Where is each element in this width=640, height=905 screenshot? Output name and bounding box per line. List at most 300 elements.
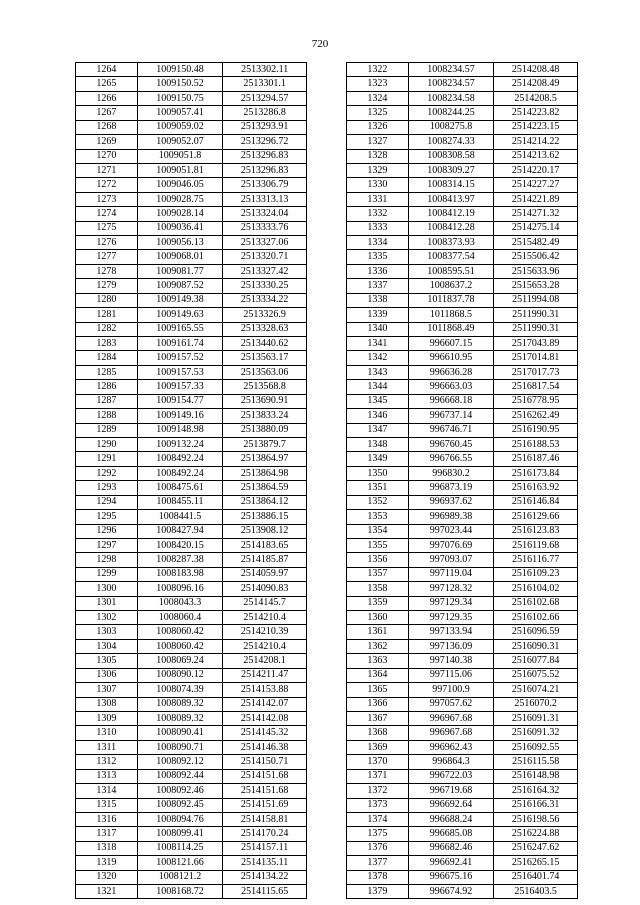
y-coordinate-cell: 2511994.08 bbox=[494, 293, 578, 307]
x-coordinate-cell: 1009150.48 bbox=[137, 63, 223, 77]
point-number-cell: 1304 bbox=[76, 639, 138, 653]
x-coordinate-cell: 996636.28 bbox=[408, 365, 494, 379]
point-number-cell: 1358 bbox=[347, 582, 409, 596]
table-row bbox=[347, 596, 578, 610]
x-coordinate-cell: 997128.32 bbox=[408, 582, 494, 596]
point-number-cell: 1345 bbox=[347, 394, 409, 408]
y-coordinate-cell: 2514153.88 bbox=[223, 683, 307, 697]
y-coordinate-cell: 2514151.68 bbox=[223, 769, 307, 783]
point-number-cell: 1334 bbox=[347, 236, 409, 250]
x-coordinate-cell: 1008637.2 bbox=[408, 279, 494, 293]
point-number-cell: 1301 bbox=[76, 596, 138, 610]
x-coordinate-cell: 1009051.8 bbox=[137, 149, 223, 163]
point-number-cell: 1331 bbox=[347, 192, 409, 206]
y-coordinate-cell: 2515506.42 bbox=[494, 250, 578, 264]
y-coordinate-cell: 2516102.68 bbox=[494, 596, 578, 610]
y-coordinate-cell: 2514150.71 bbox=[223, 755, 307, 769]
y-coordinate-cell: 2514170.24 bbox=[223, 827, 307, 841]
x-coordinate-cell: 1008420.15 bbox=[137, 538, 223, 552]
point-number-cell: 1323 bbox=[347, 77, 409, 91]
x-coordinate-cell: 997129.35 bbox=[408, 611, 494, 625]
x-coordinate-cell: 1008092.44 bbox=[137, 769, 223, 783]
table-row bbox=[347, 625, 578, 639]
table-row bbox=[347, 697, 578, 711]
y-coordinate-cell: 2513879.7 bbox=[223, 437, 307, 451]
y-coordinate-cell: 2516090.31 bbox=[494, 639, 578, 653]
y-coordinate-cell: 2516262.49 bbox=[494, 409, 578, 423]
table-row bbox=[347, 654, 578, 668]
x-coordinate-cell: 1008121.2 bbox=[137, 870, 223, 884]
x-coordinate-cell: 996692.64 bbox=[408, 798, 494, 812]
y-coordinate-cell: 2516115.58 bbox=[494, 755, 578, 769]
table-row bbox=[347, 726, 578, 740]
x-coordinate-cell: 1008092.45 bbox=[137, 798, 223, 812]
x-coordinate-cell: 996674.92 bbox=[408, 885, 494, 899]
y-coordinate-cell: 2514208.1 bbox=[223, 654, 307, 668]
point-number-cell: 1374 bbox=[347, 812, 409, 826]
table-row bbox=[76, 77, 307, 91]
y-coordinate-cell: 2513880.09 bbox=[223, 423, 307, 437]
point-number-cell: 1344 bbox=[347, 380, 409, 394]
table-row bbox=[76, 755, 307, 769]
y-coordinate-cell: 2517017.73 bbox=[494, 365, 578, 379]
table-row bbox=[76, 740, 307, 754]
x-coordinate-cell: 1008287.38 bbox=[137, 553, 223, 567]
y-coordinate-cell: 2514211.47 bbox=[223, 668, 307, 682]
x-coordinate-cell: 1009154.77 bbox=[137, 394, 223, 408]
x-coordinate-cell: 996682.46 bbox=[408, 841, 494, 855]
x-coordinate-cell: 1011837.78 bbox=[408, 293, 494, 307]
table-row bbox=[76, 380, 307, 394]
point-number-cell: 1281 bbox=[76, 308, 138, 322]
point-number-cell: 1316 bbox=[76, 812, 138, 826]
point-number-cell: 1343 bbox=[347, 365, 409, 379]
table-row bbox=[347, 365, 578, 379]
y-coordinate-cell: 2513327.42 bbox=[223, 264, 307, 278]
point-number-cell: 1319 bbox=[76, 856, 138, 870]
coordinates-table-right bbox=[346, 62, 578, 899]
y-coordinate-cell: 2516778.95 bbox=[494, 394, 578, 408]
y-coordinate-cell: 2513330.25 bbox=[223, 279, 307, 293]
table-row bbox=[76, 91, 307, 105]
table-row bbox=[76, 611, 307, 625]
y-coordinate-cell: 2513306.79 bbox=[223, 178, 307, 192]
x-coordinate-cell: 1009056.13 bbox=[137, 236, 223, 250]
x-coordinate-cell: 1008183.98 bbox=[137, 567, 223, 581]
table-row bbox=[76, 726, 307, 740]
x-coordinate-cell: 996688.24 bbox=[408, 812, 494, 826]
point-number-cell: 1348 bbox=[347, 437, 409, 451]
table-row bbox=[76, 784, 307, 798]
y-coordinate-cell: 2513324.04 bbox=[223, 207, 307, 221]
x-coordinate-cell: 996607.15 bbox=[408, 337, 494, 351]
point-number-cell: 1275 bbox=[76, 221, 138, 235]
y-coordinate-cell: 2516401.74 bbox=[494, 870, 578, 884]
point-number-cell: 1282 bbox=[76, 322, 138, 336]
x-coordinate-cell: 1008412.28 bbox=[408, 221, 494, 235]
x-coordinate-cell: 996675.16 bbox=[408, 870, 494, 884]
point-number-cell: 1270 bbox=[76, 149, 138, 163]
table-row bbox=[76, 163, 307, 177]
table-row bbox=[76, 207, 307, 221]
point-number-cell: 1305 bbox=[76, 654, 138, 668]
y-coordinate-cell: 2514059.97 bbox=[223, 567, 307, 581]
table-row bbox=[347, 784, 578, 798]
point-number-cell: 1317 bbox=[76, 827, 138, 841]
y-coordinate-cell: 2514221.89 bbox=[494, 192, 578, 206]
x-coordinate-cell: 996737.14 bbox=[408, 409, 494, 423]
x-coordinate-cell: 1008089.32 bbox=[137, 711, 223, 725]
x-coordinate-cell: 997100.9 bbox=[408, 683, 494, 697]
point-number-cell: 1339 bbox=[347, 308, 409, 322]
point-number-cell: 1352 bbox=[347, 495, 409, 509]
x-coordinate-cell: 1009149.38 bbox=[137, 293, 223, 307]
y-coordinate-cell: 2514151.68 bbox=[223, 784, 307, 798]
x-coordinate-cell: 997057.62 bbox=[408, 697, 494, 711]
table-row bbox=[76, 264, 307, 278]
y-coordinate-cell: 2516119.68 bbox=[494, 538, 578, 552]
y-coordinate-cell: 2516077.84 bbox=[494, 654, 578, 668]
point-number-cell: 1336 bbox=[347, 264, 409, 278]
point-number-cell: 1364 bbox=[347, 668, 409, 682]
y-coordinate-cell: 2513440.62 bbox=[223, 337, 307, 351]
table-row bbox=[76, 120, 307, 134]
table-row bbox=[76, 697, 307, 711]
y-coordinate-cell: 2516224.88 bbox=[494, 827, 578, 841]
table-row bbox=[76, 135, 307, 149]
x-coordinate-cell: 1008099.41 bbox=[137, 827, 223, 841]
table-row bbox=[347, 337, 578, 351]
x-coordinate-cell: 996989.38 bbox=[408, 510, 494, 524]
y-coordinate-cell: 2516188.53 bbox=[494, 437, 578, 451]
x-coordinate-cell: 997119.04 bbox=[408, 567, 494, 581]
table-row bbox=[76, 279, 307, 293]
x-coordinate-cell: 1008314.15 bbox=[408, 178, 494, 192]
point-number-cell: 1313 bbox=[76, 769, 138, 783]
point-number-cell: 1296 bbox=[76, 524, 138, 538]
point-number-cell: 1350 bbox=[347, 466, 409, 480]
x-coordinate-cell: 997133.94 bbox=[408, 625, 494, 639]
y-coordinate-cell: 2515653.28 bbox=[494, 279, 578, 293]
point-number-cell: 1279 bbox=[76, 279, 138, 293]
point-number-cell: 1371 bbox=[347, 769, 409, 783]
point-number-cell: 1310 bbox=[76, 726, 138, 740]
y-coordinate-cell: 2513833.24 bbox=[223, 409, 307, 423]
point-number-cell: 1370 bbox=[347, 755, 409, 769]
x-coordinate-cell: 996937.62 bbox=[408, 495, 494, 509]
y-coordinate-cell: 2513690.91 bbox=[223, 394, 307, 408]
x-coordinate-cell: 996830.2 bbox=[408, 466, 494, 480]
y-coordinate-cell: 2513568.8 bbox=[223, 380, 307, 394]
y-coordinate-cell: 2514090.83 bbox=[223, 582, 307, 596]
table-row bbox=[347, 77, 578, 91]
x-coordinate-cell: 996962.43 bbox=[408, 740, 494, 754]
x-coordinate-cell: 1008244.25 bbox=[408, 106, 494, 120]
x-coordinate-cell: 1008475.61 bbox=[137, 481, 223, 495]
y-coordinate-cell: 2511990.31 bbox=[494, 308, 578, 322]
x-coordinate-cell: 997129.34 bbox=[408, 596, 494, 610]
table-row bbox=[347, 582, 578, 596]
y-coordinate-cell: 2514151.69 bbox=[223, 798, 307, 812]
y-coordinate-cell: 2513296.83 bbox=[223, 163, 307, 177]
x-coordinate-cell: 1008413.97 bbox=[408, 192, 494, 206]
y-coordinate-cell: 2514223.15 bbox=[494, 120, 578, 134]
y-coordinate-cell: 2514142.08 bbox=[223, 711, 307, 725]
table-row bbox=[76, 812, 307, 826]
table-row bbox=[76, 178, 307, 192]
x-coordinate-cell: 1009046.05 bbox=[137, 178, 223, 192]
table-row bbox=[76, 409, 307, 423]
y-coordinate-cell: 2514145.7 bbox=[223, 596, 307, 610]
x-coordinate-cell: 1009161.74 bbox=[137, 337, 223, 351]
y-coordinate-cell: 2517043.89 bbox=[494, 337, 578, 351]
point-number-cell: 1329 bbox=[347, 163, 409, 177]
point-number-cell: 1322 bbox=[347, 63, 409, 77]
table-row bbox=[347, 856, 578, 870]
y-coordinate-cell: 2516102.66 bbox=[494, 611, 578, 625]
x-coordinate-cell: 1009148.98 bbox=[137, 423, 223, 437]
y-coordinate-cell: 2516092.55 bbox=[494, 740, 578, 754]
x-coordinate-cell: 1009150.75 bbox=[137, 91, 223, 105]
point-number-cell: 1289 bbox=[76, 423, 138, 437]
table-row bbox=[347, 279, 578, 293]
point-number-cell: 1325 bbox=[347, 106, 409, 120]
y-coordinate-cell: 2513886.15 bbox=[223, 510, 307, 524]
y-coordinate-cell: 2516129.66 bbox=[494, 510, 578, 524]
point-number-cell: 1274 bbox=[76, 207, 138, 221]
point-number-cell: 1324 bbox=[347, 91, 409, 105]
table-row bbox=[347, 870, 578, 884]
y-coordinate-cell: 2516146.84 bbox=[494, 495, 578, 509]
table-row bbox=[76, 221, 307, 235]
x-coordinate-cell: 997076.69 bbox=[408, 538, 494, 552]
y-coordinate-cell: 2513334.22 bbox=[223, 293, 307, 307]
y-coordinate-cell: 2516148.98 bbox=[494, 769, 578, 783]
x-coordinate-cell: 1009149.63 bbox=[137, 308, 223, 322]
x-coordinate-cell: 996967.68 bbox=[408, 726, 494, 740]
x-coordinate-cell: 1009149.16 bbox=[137, 409, 223, 423]
x-coordinate-cell: 1008089.32 bbox=[137, 697, 223, 711]
point-number-cell: 1366 bbox=[347, 697, 409, 711]
point-number-cell: 1303 bbox=[76, 625, 138, 639]
y-coordinate-cell: 2514223.82 bbox=[494, 106, 578, 120]
y-coordinate-cell: 2514157.11 bbox=[223, 841, 307, 855]
y-coordinate-cell: 2516265.15 bbox=[494, 856, 578, 870]
y-coordinate-cell: 2514213.62 bbox=[494, 149, 578, 163]
y-coordinate-cell: 2516091.31 bbox=[494, 711, 578, 725]
table-row bbox=[347, 885, 578, 899]
y-coordinate-cell: 2516173.84 bbox=[494, 466, 578, 480]
table-row bbox=[347, 135, 578, 149]
x-coordinate-cell: 996766.55 bbox=[408, 452, 494, 466]
point-number-cell: 1378 bbox=[347, 870, 409, 884]
x-coordinate-cell: 1009157.53 bbox=[137, 365, 223, 379]
table-row bbox=[76, 639, 307, 653]
point-number-cell: 1373 bbox=[347, 798, 409, 812]
point-number-cell: 1372 bbox=[347, 784, 409, 798]
table-row bbox=[76, 798, 307, 812]
y-coordinate-cell: 2516166.31 bbox=[494, 798, 578, 812]
y-coordinate-cell: 2513864.12 bbox=[223, 495, 307, 509]
point-number-cell: 1368 bbox=[347, 726, 409, 740]
point-number-cell: 1314 bbox=[76, 784, 138, 798]
y-coordinate-cell: 2516164.32 bbox=[494, 784, 578, 798]
x-coordinate-cell: 1008090.41 bbox=[137, 726, 223, 740]
y-coordinate-cell: 2516070.2 bbox=[494, 697, 578, 711]
y-coordinate-cell: 2516075.52 bbox=[494, 668, 578, 682]
x-coordinate-cell: 1008373.93 bbox=[408, 236, 494, 250]
table-row bbox=[347, 236, 578, 250]
table-row bbox=[76, 683, 307, 697]
point-number-cell: 1333 bbox=[347, 221, 409, 235]
y-coordinate-cell: 2514158.81 bbox=[223, 812, 307, 826]
table-row bbox=[347, 250, 578, 264]
table-row bbox=[347, 106, 578, 120]
y-coordinate-cell: 2514145.32 bbox=[223, 726, 307, 740]
x-coordinate-cell: 1009057.41 bbox=[137, 106, 223, 120]
x-coordinate-cell: 996873.19 bbox=[408, 481, 494, 495]
table-row bbox=[347, 740, 578, 754]
x-coordinate-cell: 997093.07 bbox=[408, 553, 494, 567]
table-row bbox=[76, 553, 307, 567]
point-number-cell: 1342 bbox=[347, 351, 409, 365]
x-coordinate-cell: 996685.08 bbox=[408, 827, 494, 841]
point-number-cell: 1312 bbox=[76, 755, 138, 769]
point-number-cell: 1351 bbox=[347, 481, 409, 495]
point-number-cell: 1338 bbox=[347, 293, 409, 307]
table-row bbox=[76, 870, 307, 884]
table-row bbox=[347, 567, 578, 581]
point-number-cell: 1309 bbox=[76, 711, 138, 725]
x-coordinate-cell: 1008455.11 bbox=[137, 495, 223, 509]
x-coordinate-cell: 996864.3 bbox=[408, 755, 494, 769]
point-number-cell: 1291 bbox=[76, 452, 138, 466]
table-row bbox=[347, 91, 578, 105]
y-coordinate-cell: 2516091.32 bbox=[494, 726, 578, 740]
table-row bbox=[347, 553, 578, 567]
table-row bbox=[347, 510, 578, 524]
point-number-cell: 1265 bbox=[76, 77, 138, 91]
point-number-cell: 1264 bbox=[76, 63, 138, 77]
y-coordinate-cell: 2513327.06 bbox=[223, 236, 307, 250]
point-number-cell: 1376 bbox=[347, 841, 409, 855]
y-coordinate-cell: 2516403.5 bbox=[494, 885, 578, 899]
table-row bbox=[76, 394, 307, 408]
coordinates-table-left bbox=[75, 62, 307, 899]
point-number-cell: 1271 bbox=[76, 163, 138, 177]
table-row bbox=[76, 250, 307, 264]
y-coordinate-cell: 2516163.92 bbox=[494, 481, 578, 495]
point-number-cell: 1361 bbox=[347, 625, 409, 639]
x-coordinate-cell: 1008074.39 bbox=[137, 683, 223, 697]
y-coordinate-cell: 2513864.97 bbox=[223, 452, 307, 466]
table-row bbox=[76, 308, 307, 322]
table-row bbox=[347, 394, 578, 408]
y-coordinate-cell: 2513326.9 bbox=[223, 308, 307, 322]
x-coordinate-cell: 996967.68 bbox=[408, 711, 494, 725]
y-coordinate-cell: 2513296.72 bbox=[223, 135, 307, 149]
x-coordinate-cell: 1008121.66 bbox=[137, 856, 223, 870]
point-number-cell: 1367 bbox=[347, 711, 409, 725]
x-coordinate-cell: 996610.95 bbox=[408, 351, 494, 365]
point-number-cell: 1290 bbox=[76, 437, 138, 451]
point-number-cell: 1315 bbox=[76, 798, 138, 812]
table-row bbox=[347, 481, 578, 495]
point-number-cell: 1330 bbox=[347, 178, 409, 192]
point-number-cell: 1299 bbox=[76, 567, 138, 581]
table-row bbox=[347, 409, 578, 423]
y-coordinate-cell: 2514210.4 bbox=[223, 611, 307, 625]
x-coordinate-cell: 1008595.51 bbox=[408, 264, 494, 278]
point-number-cell: 1288 bbox=[76, 409, 138, 423]
point-number-cell: 1293 bbox=[76, 481, 138, 495]
point-number-cell: 1269 bbox=[76, 135, 138, 149]
y-coordinate-cell: 2513328.63 bbox=[223, 322, 307, 336]
y-coordinate-cell: 2514134.22 bbox=[223, 870, 307, 884]
x-coordinate-cell: 1009028.14 bbox=[137, 207, 223, 221]
y-coordinate-cell: 2516104.02 bbox=[494, 582, 578, 596]
point-number-cell: 1277 bbox=[76, 250, 138, 264]
point-number-cell: 1283 bbox=[76, 337, 138, 351]
x-coordinate-cell: 1008492.24 bbox=[137, 452, 223, 466]
table-row bbox=[347, 452, 578, 466]
table-row bbox=[76, 495, 307, 509]
y-coordinate-cell: 2514142.07 bbox=[223, 697, 307, 711]
point-number-cell: 1287 bbox=[76, 394, 138, 408]
point-number-cell: 1362 bbox=[347, 639, 409, 653]
point-number-cell: 1356 bbox=[347, 553, 409, 567]
table-row bbox=[76, 668, 307, 682]
table-row bbox=[76, 351, 307, 365]
x-coordinate-cell: 1008168.72 bbox=[137, 885, 223, 899]
point-number-cell: 1337 bbox=[347, 279, 409, 293]
y-coordinate-cell: 2513286.8 bbox=[223, 106, 307, 120]
x-coordinate-cell: 1008309.27 bbox=[408, 163, 494, 177]
table-row bbox=[76, 625, 307, 639]
x-coordinate-cell: 1008092.12 bbox=[137, 755, 223, 769]
table-row bbox=[347, 380, 578, 394]
y-coordinate-cell: 2514146.38 bbox=[223, 740, 307, 754]
x-coordinate-cell: 1008060.42 bbox=[137, 639, 223, 653]
table-row bbox=[76, 63, 307, 77]
x-coordinate-cell: 996760.45 bbox=[408, 437, 494, 451]
table-row bbox=[76, 423, 307, 437]
point-number-cell: 1285 bbox=[76, 365, 138, 379]
point-number-cell: 1363 bbox=[347, 654, 409, 668]
y-coordinate-cell: 2514210.39 bbox=[223, 625, 307, 639]
table-row bbox=[76, 827, 307, 841]
table-row bbox=[76, 841, 307, 855]
point-number-cell: 1272 bbox=[76, 178, 138, 192]
y-coordinate-cell: 2516247.62 bbox=[494, 841, 578, 855]
y-coordinate-cell: 2513294.57 bbox=[223, 91, 307, 105]
y-coordinate-cell: 2514208.5 bbox=[494, 91, 578, 105]
x-coordinate-cell: 1009052.07 bbox=[137, 135, 223, 149]
x-coordinate-cell: 1008274.33 bbox=[408, 135, 494, 149]
table-row bbox=[347, 322, 578, 336]
x-coordinate-cell: 1009165.55 bbox=[137, 322, 223, 336]
table-row bbox=[76, 337, 307, 351]
y-coordinate-cell: 2514115.65 bbox=[223, 885, 307, 899]
table-row bbox=[76, 567, 307, 581]
table-row bbox=[347, 264, 578, 278]
point-number-cell: 1311 bbox=[76, 740, 138, 754]
x-coordinate-cell: 1008069.24 bbox=[137, 654, 223, 668]
table-row bbox=[347, 308, 578, 322]
y-coordinate-cell: 2513302.11 bbox=[223, 63, 307, 77]
table-row bbox=[76, 365, 307, 379]
y-coordinate-cell: 2513908.12 bbox=[223, 524, 307, 538]
